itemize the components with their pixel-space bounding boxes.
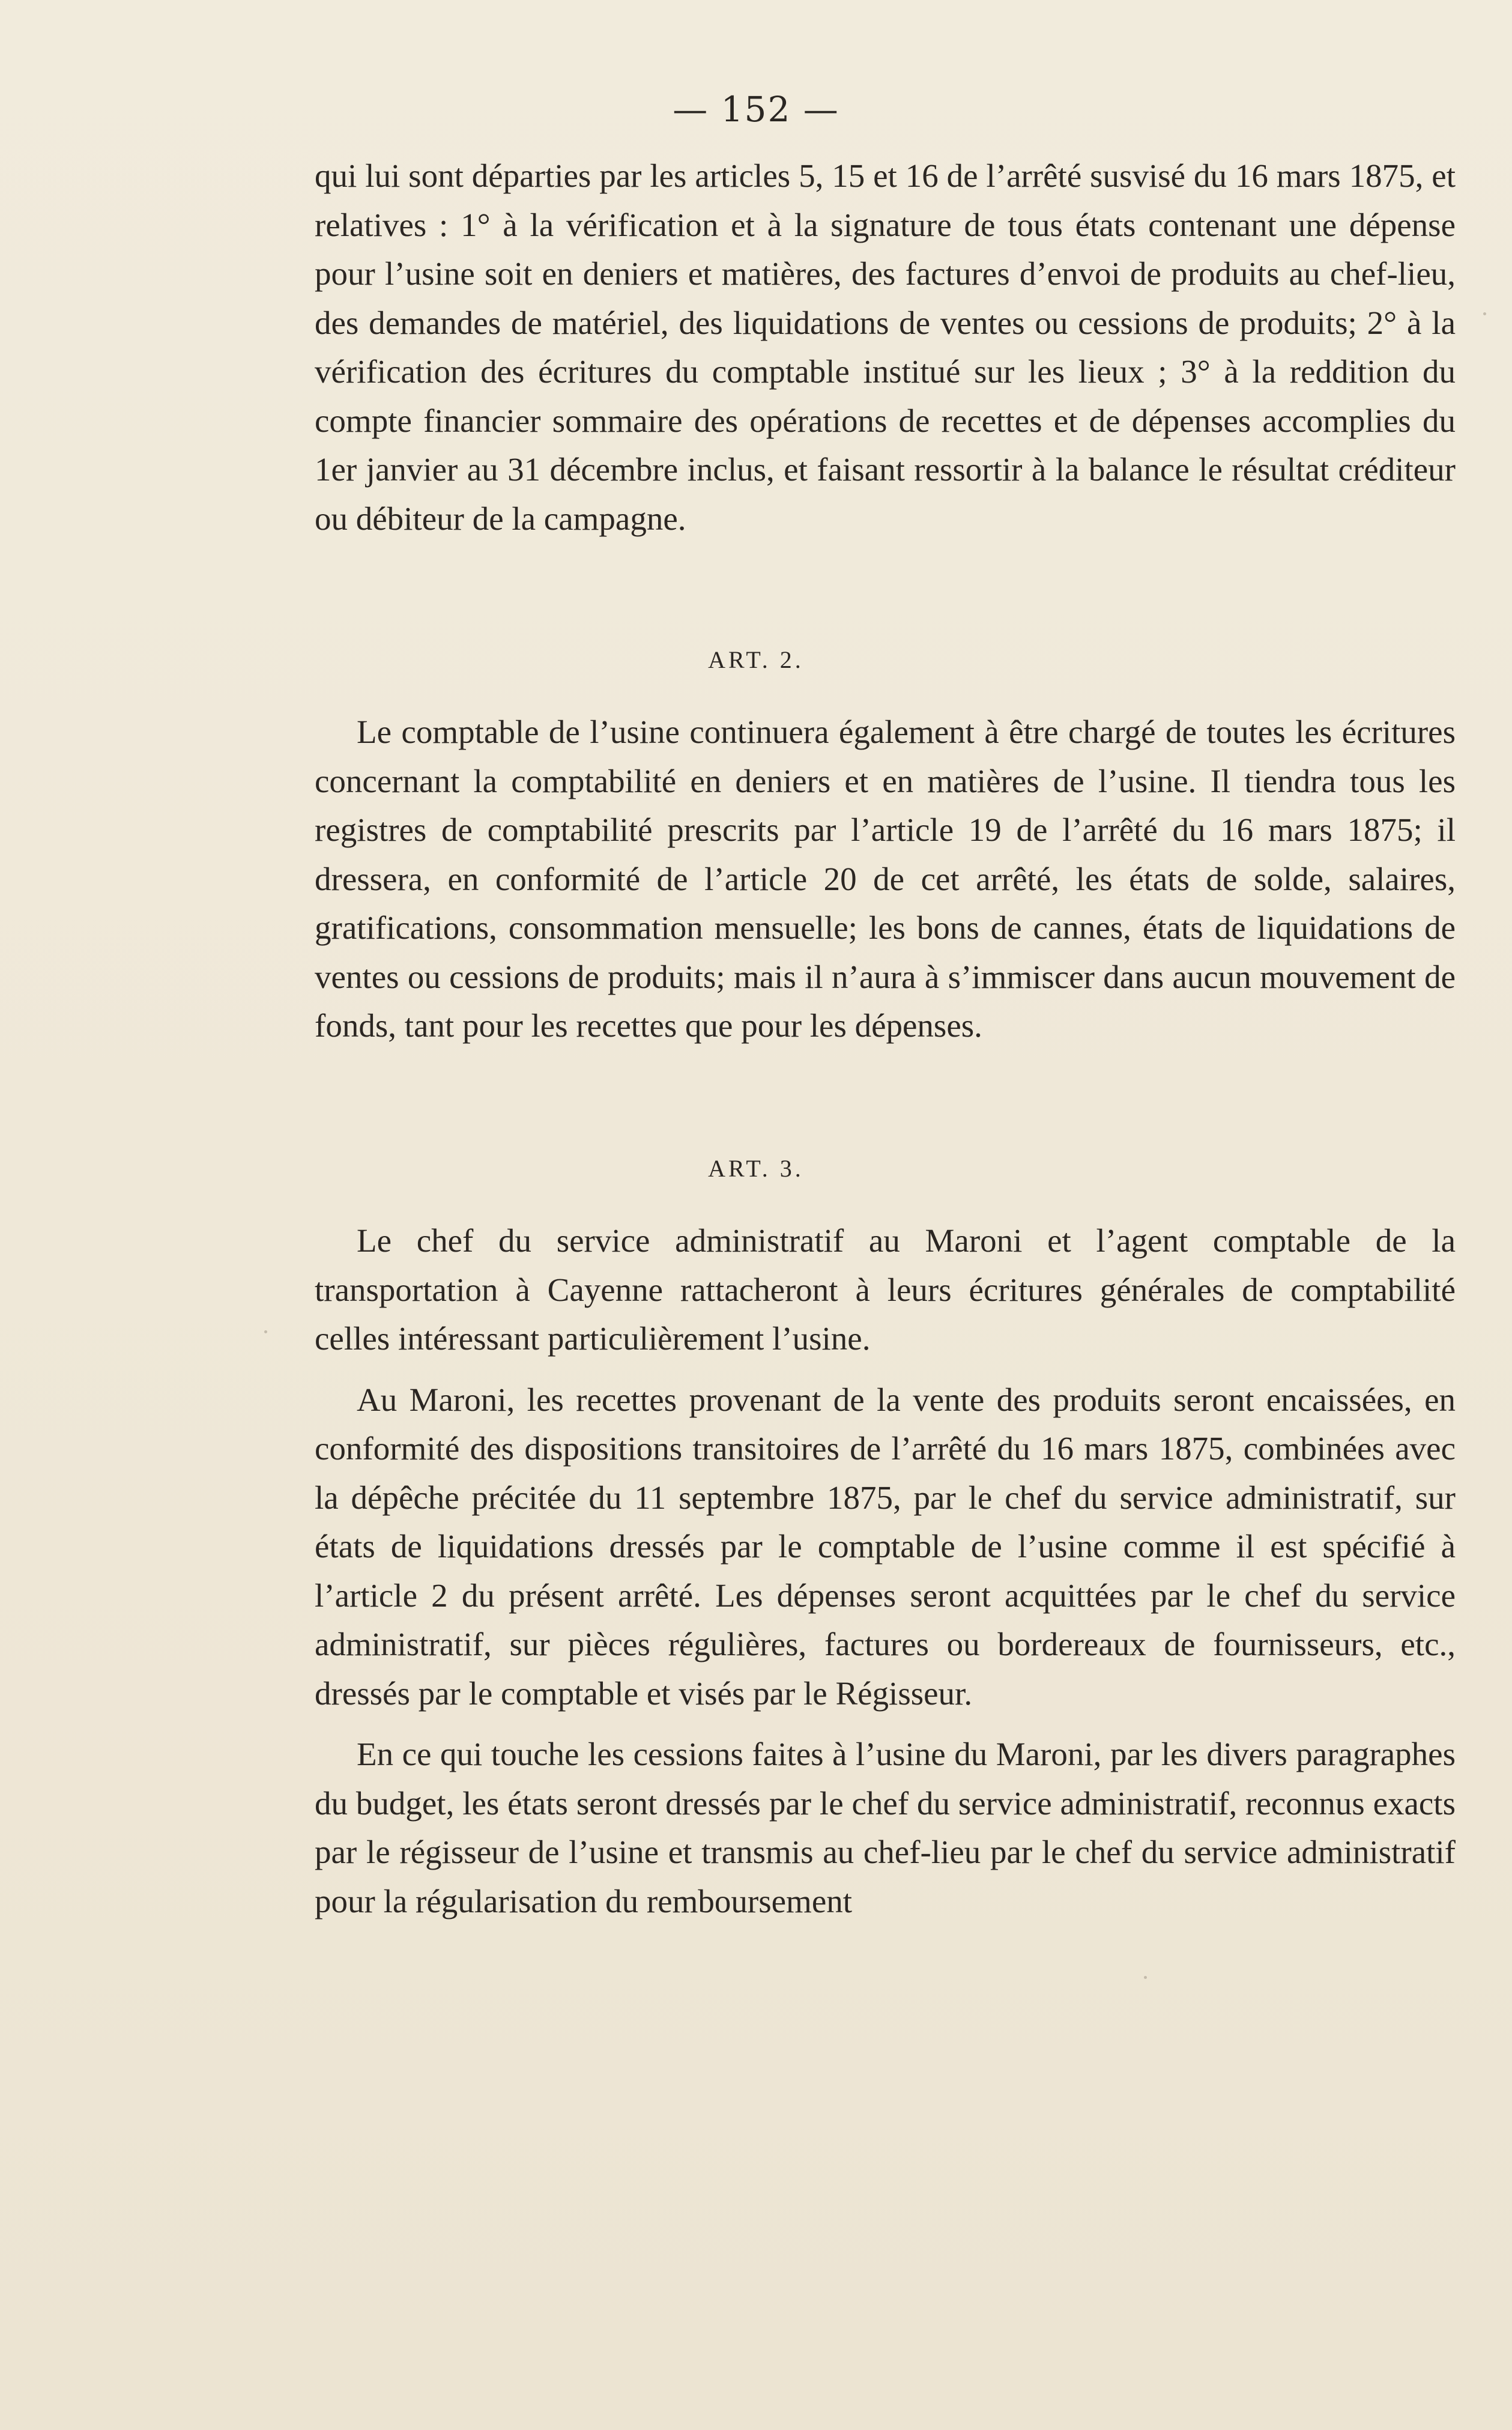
paragraph-text: Le chef du service administratif au Maroni et l’agent comptable de la transportation à Cayenne rattacheront à leurs écritures générales de comptabilité celles intéressant particulièrement l’usine. (315, 1222, 1456, 1357)
paragraph-text: Le comptable de l’usine continuera également à être chargé de toutes les écritures concernant la comptabilité en deniers et en matières de l’usine. Il tiendra tous les registres de comptabilité prescrits par l’article 19 de l’arrêté du 16 mars 1875; il dressera, en conformité de l’article 20 de cet arrêté, les états de solde, salaires, gratifications, consommation mensuelle; les bons de cannes, états de liquidations de ventes ou cessions de produits; mais il n’aura à s’immiscer dans aucun mouvement de fonds, tant pour les recettes que pour les dépenses. (315, 714, 1456, 1044)
paragraph-text: qui lui sont départies par les articles 5, 15 et 16 de l’arrêté susvisé du 16 mars 1875, et relatives : 1° à la vérification et à la signature de tous états contenant une dépense pour l’usine soit en deniers et matières, des factures d’envoi de produits au chef-lieu, des demandes de matériel, des liquidations de ventes ou cessions de produits; 2° à la vérification des écritures du comptable institué sur les lieux ; 3° à la reddition du compte financier sommaire des opérations de recettes et de dépenses accomplies du 1er janvier au 31 décembre inclus, et faisant ressortir à la balance le résultat créditeur ou débiteur de la campagne. (315, 157, 1456, 537)
page-number: — 152 — (673, 89, 839, 130)
paper-speck (1483, 312, 1486, 315)
article-3-body (315, 1216, 1456, 1926)
paper-speck (264, 1330, 267, 1333)
article-2-body (315, 707, 1456, 1050)
paragraph-text: Au Maroni, les recettes provenant de la vente des produits seront encaissées, en conformité des dispositions transitoires de l’arrêté du 16 mars 1875, combinées avec la dépêche précitée du 11 septembre 1875, par le chef du service administratif, sur états de liquidations dressés par le comptable de l’usine comme il est spécifié à l’article 2 du présent arrêté. Les dépenses seront acquittées par le chef du service administratif, sur pièces régulières, factures ou bordereaux de fournisseurs, etc., dressés par le comptable et visés par le Régisseur. (315, 1381, 1456, 1712)
article-2-heading: ART. 2. (708, 646, 804, 673)
continued-paragraph (315, 151, 1456, 543)
paragraph-text: En ce qui touche les cessions faites à l’usine du Maroni, par les divers paragraphes du budget, les états seront dressés par le chef du service administratif, reconnus exacts par le régisseur de l’usine et transmis au chef-lieu par le chef du service administratif pour la régularisation du remboursement (315, 1736, 1456, 1919)
paper-speck (1144, 1976, 1147, 1979)
article-3-heading: ART. 3. (708, 1155, 804, 1182)
